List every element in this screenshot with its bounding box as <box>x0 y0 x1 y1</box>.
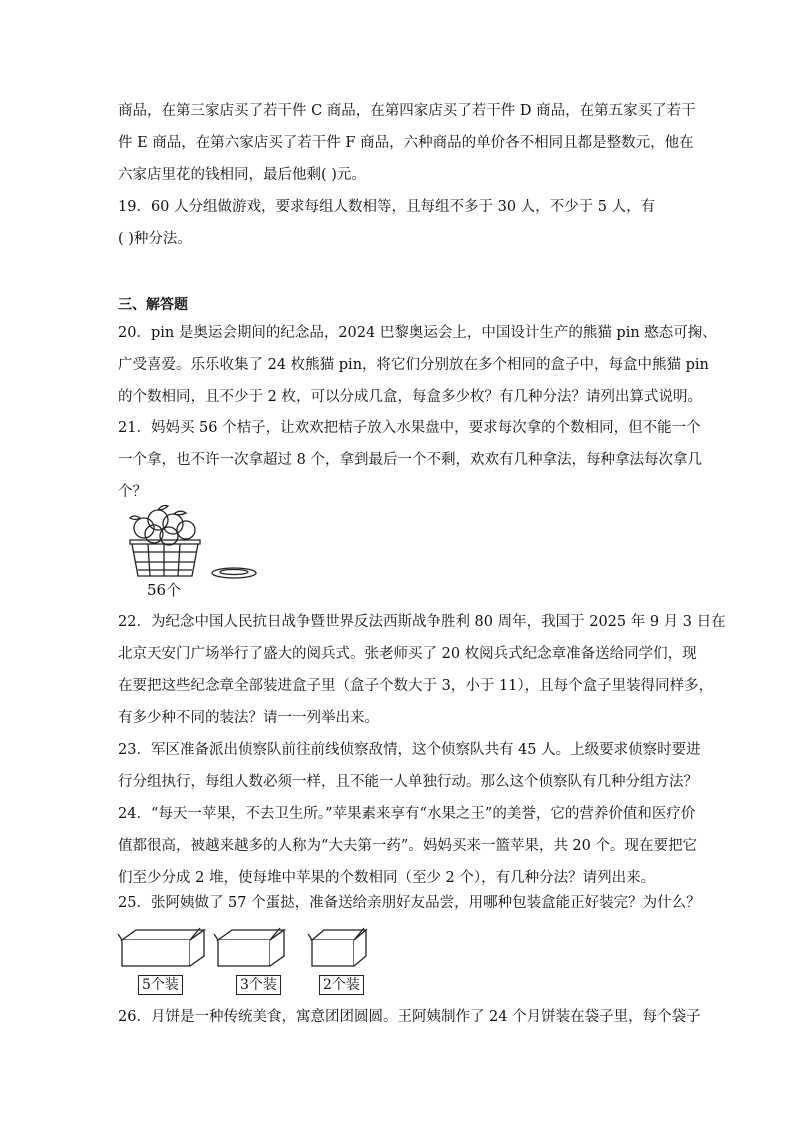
text-line: 行分组执行，每组人数必须一样，且不能一人单独行动。那么这个侦察队有几种分组方法？ <box>118 774 698 790</box>
text-line: 一个拿，也不许一次拿超过 8 个，拿到最后一个不剩，欢欢有几种拿法，每种拿法每次拿几 <box>118 452 702 468</box>
text-line: 北京天安门广场举行了盛大的阅兵式。张老师买了 20 枚阅兵式纪念章准备送给同学们，现 <box>118 646 697 662</box>
question-20: 20．pin 是奥运会期间的纪念品，2024 巴黎奥运会上，中国设计生产的熊猫 pin 憨态可掬、 <box>118 325 717 341</box>
question-23: 23．军区准备派出侦察队前往前线侦察敌情，这个侦察队共有 45 人。上级要求侦察时要进 <box>118 742 701 758</box>
question-22: 22．为纪念中国人民抗日战争暨世界反法西斯战争胜利 80 周年，我国于 2025 年 9 月 3 日在 <box>118 614 726 630</box>
question-26: 26．月饼是一种传统美食，寓意团团圆圆。王阿姨制作了 24 个月饼装在袋子里，每个袋子 <box>118 1009 701 1025</box>
text-line: 商品，在第三家店买了若干件 C 商品，在第四家店买了若干件 D 商品，在第五家买了若干 <box>118 103 696 119</box>
question-19: 19．60 人分组做游戏，要求每组人数相等，且每组不多于 30 人，不少于 5 人，有 <box>118 199 656 215</box>
question-25: 25．张阿姨做了 57 个蛋挞，准备送给亲朋好友品尝，用哪种包装盒能正好装完？为什么？ <box>118 895 701 911</box>
text-line: 件 E 商品，在第六家店买了若干件 F 商品，六种商品的单价各不相同且都是整数元，他在 <box>118 135 694 151</box>
orange-basket-illustration <box>114 500 274 590</box>
question-21: 21．妈妈买 56 个桔子，让欢欢把桔子放入水果盘中，要求每次拿的个数相同，但不能一个 <box>118 420 701 436</box>
text-line: 六家店里花的钱相同，最后他剩( )元。 <box>118 167 366 183</box>
question-24: 24．“每天一苹果，不去卫生所。”苹果素来享有“水果之王”的美誉，它的营养价值和医疗价 <box>118 806 696 822</box>
box-label-3: 3个装 <box>236 975 281 995</box>
text-line: 在要把这些纪念章全部装进盒子里（盒子个数大于 3，小于 11），且每个盒子里装得同样多， <box>118 678 714 694</box>
question-19-blank: ( )种分法。 <box>118 231 192 247</box>
basket-quantity-label: 56个 <box>147 581 182 599</box>
section-heading: 三、解答题 <box>118 297 188 313</box>
text-line: 的个数相同，且不少于 2 枚，可以分成几盒，每盒多少枚？有几种分法？请列出算式说明。 <box>118 389 702 405</box>
text-line: 们至少分成 2 堆，使每堆中苹果的个数相同（至少 2 个），有几种分法？请列出来。 <box>118 870 656 886</box>
box-label-5: 5个装 <box>138 975 183 995</box>
text-line: 有多少种不同的装法？请一一列举出来。 <box>118 710 379 726</box>
text-line: 广受喜爱。乐乐收集了 24 枚熊猫 pin，将它们分别放在多个相同的盒子中，每盒中熊猫 pin <box>118 357 709 373</box>
text-line: 个？ <box>118 484 147 500</box>
box-label-2: 2个装 <box>319 975 364 995</box>
packaging-boxes-illustration <box>116 922 386 972</box>
text-line: 值都很高，被越来越多的人称为“大夫第一药”。妈妈买来一篮苹果，共 20 个。现在要把它 <box>118 838 697 854</box>
